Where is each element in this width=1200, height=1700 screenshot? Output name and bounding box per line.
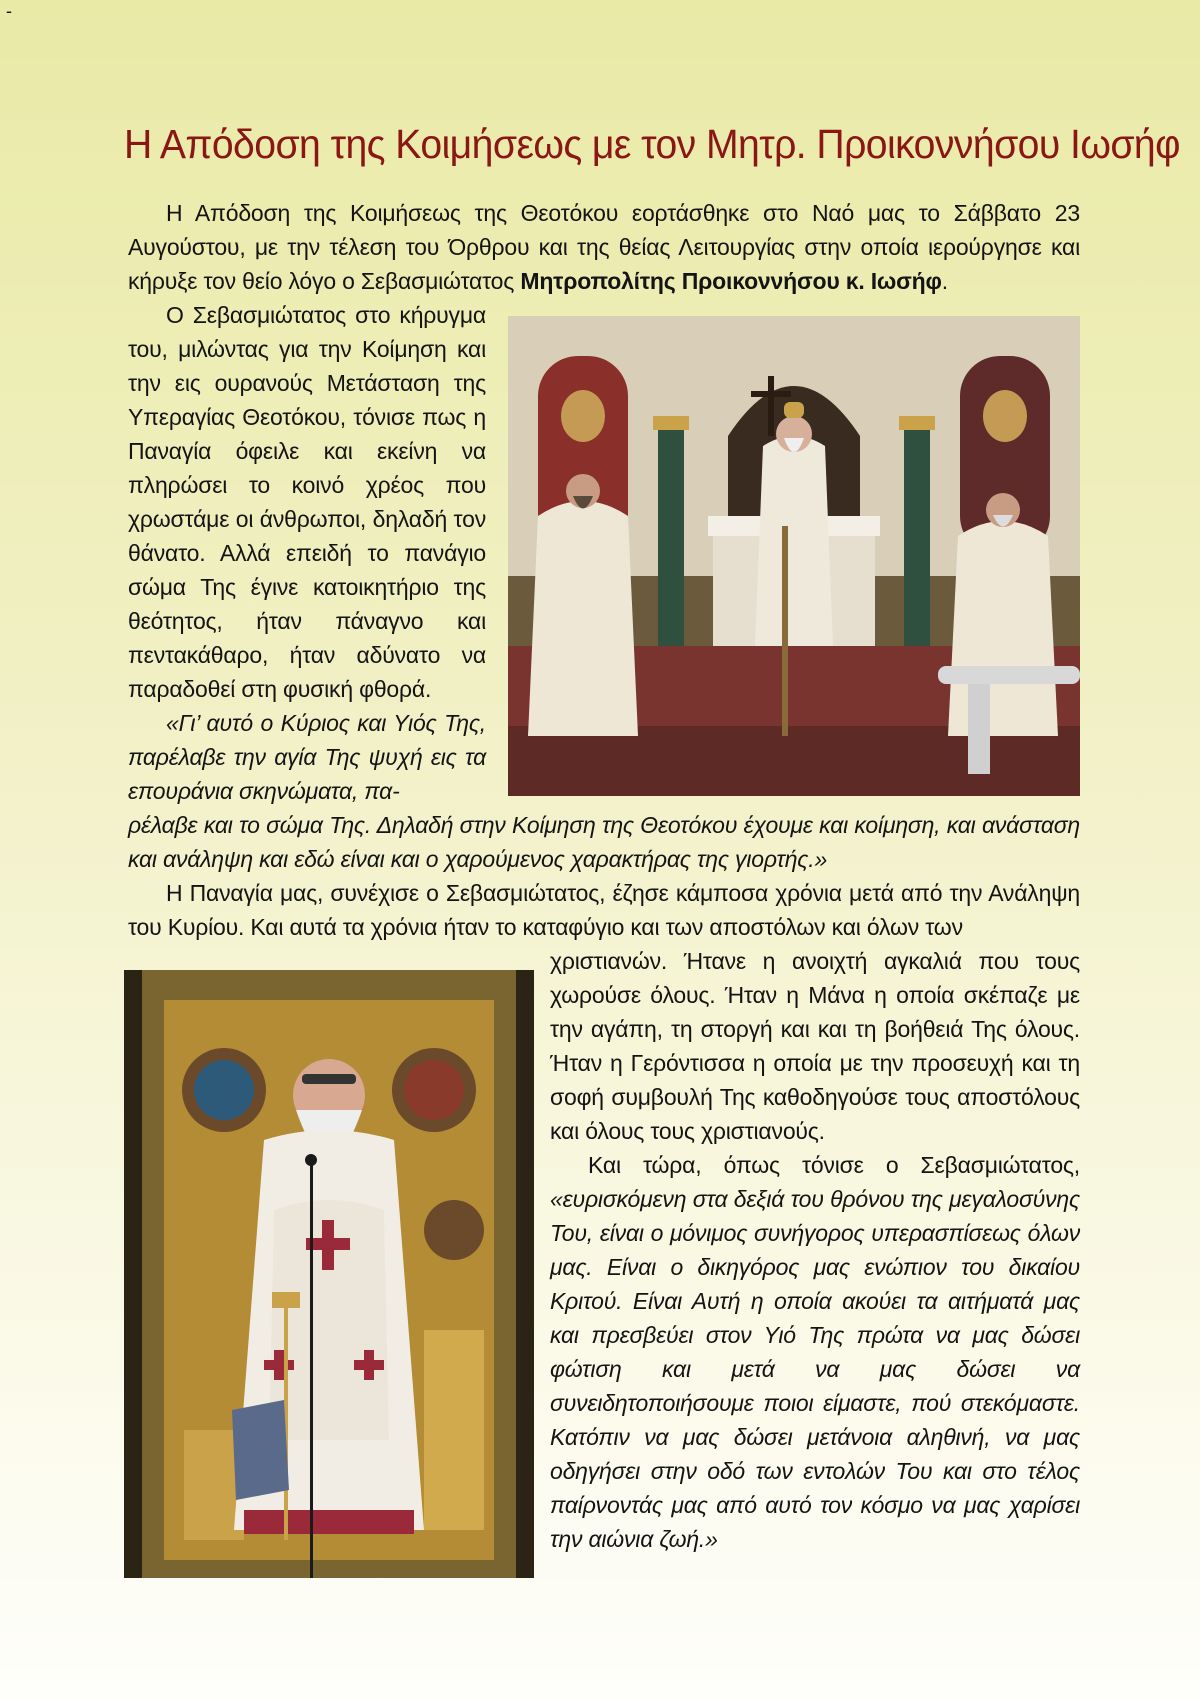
paragraph-closing bbox=[550, 1148, 1080, 1556]
liturgy-photo bbox=[508, 316, 1080, 796]
paragraph-quote-end: ρέλαβε και το σώμα Της. Δηλαδή στην Κοίμηση της Θεοτόκου έχουμε και κοίμηση, και ανάσταση και ανάληψη και εδώ είναι και ο χαρούμενος χαρακτήρας της γιορτής.» bbox=[128, 812, 1080, 872]
paragraph-quote-start: «Γι’ αυτό ο Κύριος και Υιός Της, παρέλαβε την αγία Της ψυχή εις τα επουράνια σκηνώματα, πα- bbox=[128, 710, 486, 804]
metropolitan-name: Μητροπολίτης Προικοννήσου κ. Ιωσήφ bbox=[520, 268, 942, 294]
article-title: Η Απόδοση της Κοιμήσεως με τον Μητρ. Προικοννήσου Ιωσήφ bbox=[124, 121, 1180, 167]
paragraph-panagia-continued: χριστιανών. Ήτανε η ανοιχτή αγκαλιά που τους χωρούσε όλους. Ήταν η Μάνα η οποία σκέπαζε με την αγάπη, τη στοργή και και τη βοήθειά Της όλους. Ήταν η Γερόντισσα η οποία με την προσευχή και τη σοφή συμβουλή Της καθοδηγούσε τους αποστόλους και όλους τους χριστιανούς. bbox=[550, 948, 1080, 1144]
paragraph-sermon: Ο Σεβασμιώτατος στο κήρυγμα του, μιλώντας για την Κοίμηση και την εις ουρανούς Μετάσταση της Υπεραγίας Θεοτόκου, τόνισε πως η Παναγία όφειλε και εκείνη να πληρώσει το κοινό χρέος που χρωστάμε οι άνθρωποι, δηλαδή τον θάνατο. Αλλά επειδή το πανάγιο σώμα Της έγινε κατοικητήριο της θεότητος, ήταν πάναγνο και πεντακάθαρο, ήταν αδύνατο να παραδοθεί στη φυσική φθορά. bbox=[128, 302, 486, 702]
corner-mark: - bbox=[6, 1, 12, 21]
paragraph-intro bbox=[128, 196, 1080, 298]
paragraph-panagia-top: Η Παναγία μας, συνέχισε ο Σεβασμιώτατος, έζησε κάμποσα χρόνια μετά από την Ανάληψη του Κυρίου. Και αυτά τα χρόνια ήταν το καταφύγιο και των αποστόλων και όλων των bbox=[128, 880, 1080, 940]
sermon-photo bbox=[124, 970, 534, 1578]
intro-text: Η Απόδοση της Κοιμήσεως της Θεοτόκου εορτάσθηκε στο Ναό μας το Σάββατο 23 Αυγούστου, με την τέλεση του Όρθρου και της θείας Λειτουργίας στην οποία ιερούργησε και κήρυξε τον θείο λόγο ο Σεβασμιώτατος bbox=[128, 200, 1080, 294]
closing-intro: Και τώρα, όπως τόνισε ο Σεβασμιώτατος, bbox=[588, 1152, 1080, 1178]
closing-quote: «ευρισκόμενη στα δεξιά του θρόνου της μεγαλοσύνης Του, είναι ο μόνιμος συνήγορος υπερασπίσεως όλων μας. Είναι ο δικηγόρος μας ενώπιον του δικαίου Κριτού. Είναι Αυτή η οποία ακούει τα αιτήματά μας και πρεσβεύει στον Υιό Της πρώτα να μας δώσει φώτιση και μετά να μας δώσει να συνειδητοποιήσουμε ποιοι είμαστε, πού στεκόμαστε. Κατόπιν να μας δώσει μετάνοια αληθινή, να μας οδηγήσει στην οδό των εντολών Του και στο τέλος παίρνοντάς μας από αυτό τον κόσμο να μας χαρίσει την αιώνια ζωή.» bbox=[550, 1186, 1080, 1552]
intro-end: . bbox=[941, 268, 948, 294]
